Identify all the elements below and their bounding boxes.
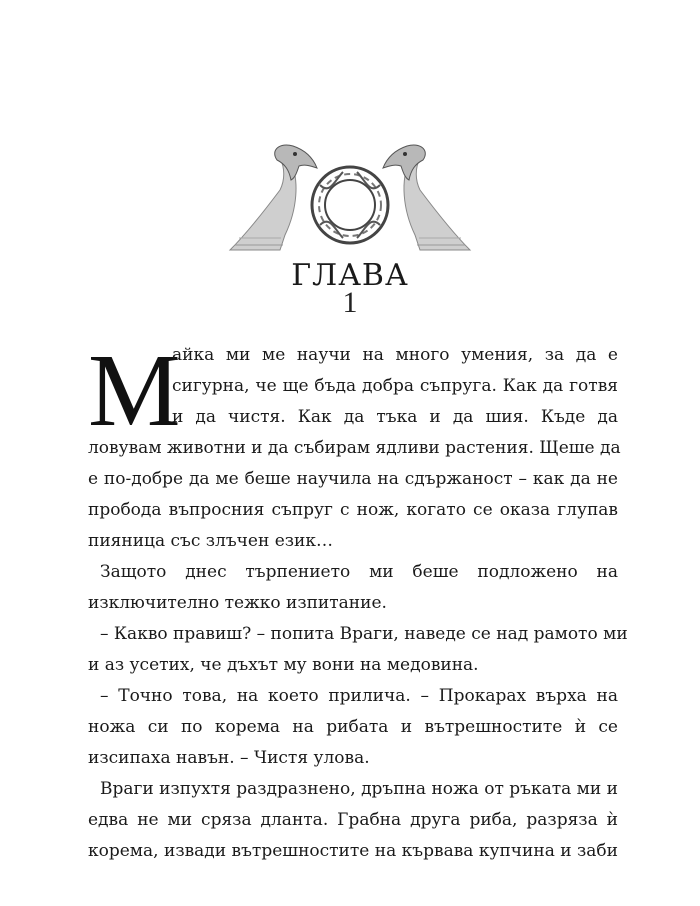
text-line: и да чистя. Как да тъка и да шия. Къде да (172, 407, 618, 427)
text-line: – Точно това, на което прилича. – Прокарах върха на (100, 686, 618, 706)
chapter-body (88, 333, 628, 867)
text-line: ножа си по корема на рибата и вътрешностите ѝ се (88, 717, 618, 737)
text-line: изключително тежко изпитание. (88, 593, 387, 613)
text-line: – Какво правиш? – попита Враги, наведе се над рамото ми (100, 624, 628, 644)
text-line: айка ми ме научи на много умения, за да е (172, 345, 618, 365)
chapter-number: 1 (342, 286, 358, 319)
viking-ship-ornament (225, 140, 475, 260)
text-line: Защото днес търпението ми беше подложено на (100, 562, 618, 582)
text-line: корема, извади вътрешностите на кървава купчина и заби (88, 841, 618, 861)
text-line: и аз усетих, че дъхът му вони на медовина. (88, 655, 479, 675)
text-line: изсипаха навън. – Чистя улова. (88, 748, 370, 768)
text-line: пробода въпросния съпруг с нож, когато се оказа глупав (88, 500, 618, 520)
text-line: ловувам животни и да събирам ядливи растения. Щеше да (88, 438, 621, 458)
text-line: пияница със злъчен език… (88, 531, 333, 551)
text-line: Враги изпухтя раздразнено, дръпна ножа от ръката ми и (100, 779, 618, 799)
text-line: едва не ми сряза дланта. Грабна друга риба, разряза ѝ (88, 810, 618, 830)
text-line: е по-добре да ме беше научила на сдържаност – как да не (88, 469, 618, 489)
drop-cap: М (88, 333, 181, 448)
chapter-title: ГЛАВА (291, 258, 409, 293)
text-line: сигурна, че ще бъда добра съпруга. Как да готвя (172, 376, 618, 396)
